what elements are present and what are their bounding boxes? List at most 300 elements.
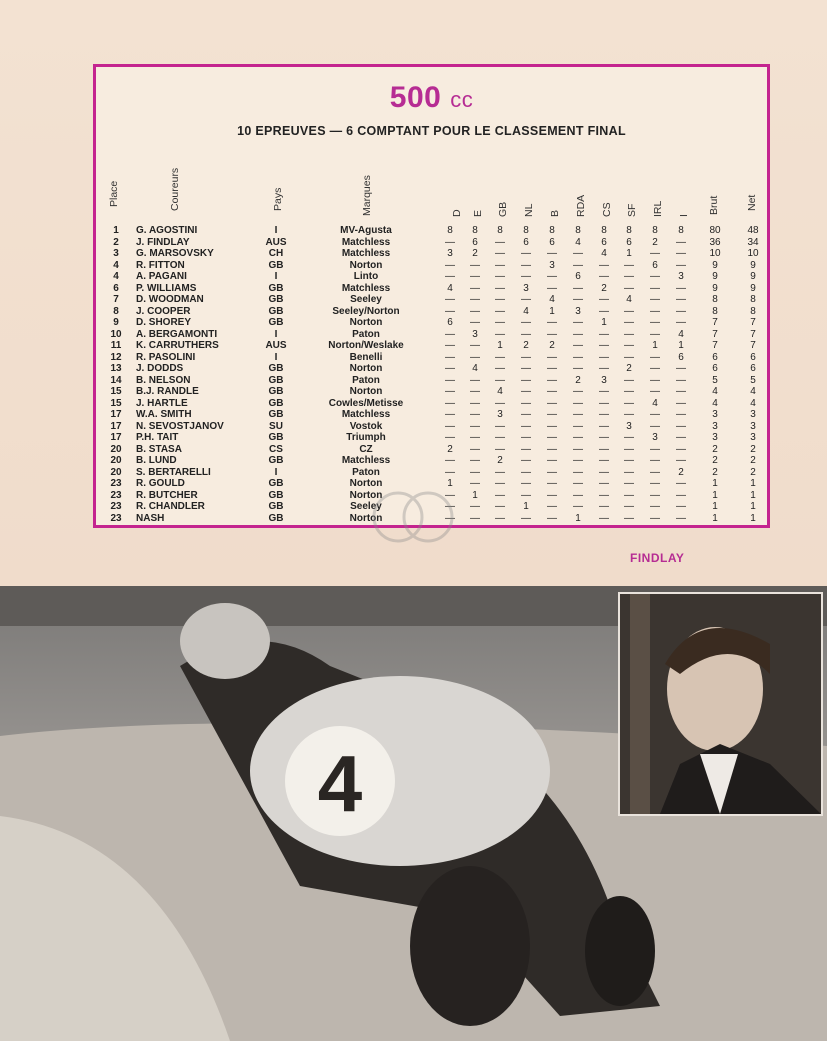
net-cell: 6 [750,351,756,363]
table-row [96,455,767,467]
score-cell: — [573,282,583,294]
score-cell: 6 [601,236,607,248]
net-cell: 7 [750,328,756,340]
country-cell: GB [268,386,284,397]
score-cell: — [650,271,660,282]
score-cell: — [470,351,480,363]
watermark-logo [368,487,458,547]
score-cell: — [599,259,609,271]
score-cell: — [650,363,660,374]
score-cell: — [547,282,557,294]
place-cell: 10 [110,328,122,340]
score-cell: — [445,466,455,478]
header-brut: Brut [708,195,720,215]
country-cell: GB [268,305,284,317]
score-cell: — [521,328,531,340]
header-event-rda: RDA [575,194,587,217]
score-cell: — [624,282,634,294]
make-cell: Norton/Weslake [328,340,404,351]
score-cell: — [470,443,480,455]
score-cell: — [470,466,480,478]
brut-cell: 2 [712,466,718,478]
score-cell: — [445,455,455,466]
score-cell: — [521,455,531,466]
rider-name-cell: J. HARTLE [136,397,188,409]
score-cell: — [495,351,505,363]
score-cell: — [495,363,505,374]
score-cell: — [445,432,455,443]
score-cell: — [599,455,609,466]
score-cell: — [495,317,505,328]
score-cell: 3 [549,259,555,271]
score-cell: 2 [678,466,684,478]
score-cell: — [573,397,583,409]
rider-name-cell: R. PASOLINI [136,351,196,363]
title-main: 500 [389,81,442,114]
score-cell: 8 [472,225,478,236]
table-row [96,260,767,272]
country-cell: GB [268,363,284,374]
score-cell: 1 [601,317,607,328]
score-cell: — [445,374,455,386]
brut-cell: 7 [712,317,718,328]
score-cell: — [470,294,480,305]
score-cell: — [676,374,686,386]
score-cell: — [521,443,531,455]
make-cell: Norton [349,512,383,524]
country-cell: I [274,328,278,340]
score-cell: — [547,248,557,259]
net-cell: 4 [750,397,756,409]
score-cell: — [599,409,609,420]
score-cell: — [599,432,609,443]
table-row [96,225,767,237]
make-cell: Matchless [341,282,391,294]
score-cell: — [495,328,505,340]
net-cell: 2 [750,443,756,455]
score-cell: 1 [447,478,453,489]
score-cell: — [573,259,583,271]
country-cell: GB [268,455,284,466]
header-net: Net [746,194,758,211]
net-cell: 1 [750,512,756,524]
rider-name-cell: W.A. SMITH [136,409,192,420]
score-cell: 4 [523,305,529,317]
score-cell: 2 [549,340,555,351]
place-cell: 12 [110,351,122,363]
make-cell: Norton [349,259,383,271]
score-cell: — [495,259,505,271]
score-cell: — [624,409,634,420]
make-cell: Matchless [341,455,391,466]
place-cell: 17 [110,432,122,443]
race-number: 4 [317,739,363,828]
country-cell: CS [269,443,283,455]
brut-cell: 5 [712,374,718,386]
score-cell: — [676,501,686,512]
score-cell: — [624,443,634,455]
rider-name-cell: R. BUTCHER [136,489,198,501]
score-cell: — [470,374,480,386]
make-cell: Triumph [346,432,386,443]
score-cell: — [650,317,660,328]
brut-cell: 6 [712,363,718,374]
place-cell: 20 [110,466,122,478]
score-cell: 2 [652,236,658,248]
score-cell: — [599,443,609,455]
place-cell: 14 [110,374,122,386]
score-cell: — [521,271,531,282]
score-cell: — [676,363,686,374]
brut-cell: 4 [712,397,718,409]
place-cell: 15 [110,397,122,409]
score-cell: 3 [678,271,684,282]
rider-name-cell: A. BERGAMONTI [136,328,218,340]
score-cell: — [599,351,609,363]
score-cell: — [495,271,505,282]
brut-cell: 1 [712,501,718,512]
header-marques: Marques [361,175,373,216]
table-row [96,329,767,341]
table-row [96,363,767,375]
score-cell: — [495,443,505,455]
score-cell: — [573,248,583,259]
table-row [96,398,767,410]
score-cell: — [650,374,660,386]
score-cell: — [624,386,634,397]
net-cell: 34 [747,236,759,248]
rider-name-cell: R. GOULD [136,478,185,489]
header-event-nl: NL [523,203,535,217]
score-cell: — [624,305,634,317]
make-cell: Matchless [341,236,391,248]
net-cell: 5 [750,374,756,386]
score-cell: 2 [497,455,503,466]
score-cell: — [676,305,686,317]
score-cell: — [599,501,609,512]
rider-name-cell: J. DODDS [136,363,184,374]
make-cell: Seeley [350,501,382,512]
score-cell: — [445,420,455,432]
brut-cell: 1 [712,512,718,524]
rider-name-cell: P. WILLIAMS [136,282,197,294]
score-cell: — [599,294,609,305]
brut-cell: 80 [709,225,721,236]
score-cell: — [624,351,634,363]
place-cell: 6 [113,282,119,294]
score-cell: — [650,478,660,489]
make-cell: Norton [349,478,383,489]
score-cell: — [624,328,634,340]
score-cell: 6 [652,259,658,271]
score-cell: — [599,328,609,340]
score-cell: — [573,363,583,374]
score-cell: 1 [523,501,529,512]
score-cell: 1 [549,305,555,317]
rider-name-cell: K. CARRUTHERS [136,340,219,351]
score-cell: — [495,294,505,305]
score-cell: — [445,409,455,420]
page-subtitle: 10 EPREUVES — 6 COMPTANT POUR LE CLASSEMENT FINAL [237,124,626,138]
score-cell: 8 [626,225,632,236]
score-cell: — [521,432,531,443]
rider-name-cell: G. AGOSTINI [136,225,198,236]
brut-cell: 9 [712,271,718,282]
score-cell: 1 [575,512,581,524]
score-cell: — [573,420,583,432]
score-cell: — [445,512,455,524]
score-cell: 2 [447,443,453,455]
score-cell: — [547,386,557,397]
score-cell: — [547,512,557,524]
score-cell: — [650,501,660,512]
net-cell: 3 [750,432,756,443]
score-cell: — [573,489,583,501]
score-cell: — [470,409,480,420]
score-cell: — [573,351,583,363]
score-cell: — [445,489,455,501]
score-cell: 1 [472,489,478,501]
country-cell: GB [268,432,284,443]
header-event-e: E [472,209,484,217]
photo-caption: FINDLAY [630,551,685,565]
score-cell: — [573,432,583,443]
make-cell: Norton [349,363,383,374]
score-cell: — [676,386,686,397]
score-cell: — [547,443,557,455]
score-cell: — [521,248,531,259]
score-cell: 8 [447,225,453,236]
score-cell: 2 [575,374,581,386]
score-cell: 6 [549,236,555,248]
score-cell: — [676,455,686,466]
score-cell: 2 [523,340,529,351]
score-cell: — [470,512,480,524]
country-cell: GB [268,397,284,409]
score-cell: — [521,420,531,432]
table-row [96,306,767,318]
score-cell: — [470,271,480,282]
score-cell: — [470,340,480,351]
brut-cell: 1 [712,478,718,489]
score-cell: — [624,489,634,501]
score-cell: — [599,397,609,409]
country-cell: CH [268,248,284,259]
score-cell: — [547,397,557,409]
title-unit: cc [450,87,474,112]
score-cell: — [676,432,686,443]
score-cell: — [521,397,531,409]
place-cell: 4 [113,271,119,282]
net-cell: 3 [750,409,756,420]
score-cell: — [521,294,531,305]
score-cell: — [573,478,583,489]
brut-cell: 10 [709,248,721,259]
country-cell: I [274,271,278,282]
score-cell: — [521,259,531,271]
score-cell: 8 [678,225,684,236]
score-cell: — [573,386,583,397]
score-cell: — [676,478,686,489]
make-cell: Seeley/Norton [332,305,400,317]
rider-name-cell: R. CHANDLER [136,501,205,512]
place-cell: 4 [113,259,119,271]
score-cell: — [547,271,557,282]
score-cell: — [624,374,634,386]
score-cell: — [624,271,634,282]
score-cell: — [470,386,480,397]
score-cell: — [495,432,505,443]
score-cell: — [650,294,660,305]
rider-name-cell: N. SEVOSTJANOV [136,420,224,432]
score-cell: — [495,236,505,248]
score-cell: — [650,282,660,294]
rider-name-cell: B.J. RANDLE [136,386,199,397]
score-cell: — [495,374,505,386]
place-cell: 15 [110,386,122,397]
score-cell: — [676,317,686,328]
score-cell: 4 [497,386,503,397]
score-cell: — [547,328,557,340]
country-cell: GB [268,294,284,305]
place-cell: 23 [110,501,122,512]
score-cell: 3 [497,409,503,420]
score-cell: — [547,351,557,363]
page-title [96,81,767,115]
score-cell: — [676,420,686,432]
make-cell: Cowles/Metisse [328,397,404,409]
net-cell: 9 [750,282,756,294]
score-cell: — [624,317,634,328]
score-cell: — [676,248,686,259]
net-cell: 8 [750,294,756,305]
net-cell: 2 [750,455,756,466]
score-cell: — [676,397,686,409]
score-cell: — [495,282,505,294]
score-cell: — [495,420,505,432]
table-row [96,248,767,260]
table-row [96,432,767,444]
score-cell: — [624,501,634,512]
place-cell: 9 [113,317,119,328]
score-cell: — [470,397,480,409]
score-cell: 3 [447,248,453,259]
place-cell: 17 [110,409,122,420]
make-cell: Benelli [349,351,383,363]
score-cell: — [521,409,531,420]
score-cell: — [573,328,583,340]
score-cell: — [547,409,557,420]
score-cell: — [445,363,455,374]
score-cell: — [650,305,660,317]
net-cell: 10 [747,248,759,259]
score-cell: — [650,466,660,478]
score-cell: 2 [601,282,607,294]
score-cell: — [547,501,557,512]
score-cell: — [676,512,686,524]
score-cell: — [495,305,505,317]
score-cell: — [521,363,531,374]
score-cell: 3 [626,420,632,432]
score-cell: — [573,443,583,455]
rider-name-cell: P.H. TAIT [136,432,179,443]
make-cell: Linto [353,271,379,282]
make-cell: Norton [349,317,383,328]
score-cell: 3 [472,328,478,340]
make-cell: Norton [349,489,383,501]
table-row [96,467,767,479]
score-cell: 3 [652,432,658,443]
country-cell: GB [268,374,284,386]
brut-cell: 9 [712,282,718,294]
score-cell: 8 [497,225,503,236]
score-cell: — [495,248,505,259]
brut-cell: 8 [712,294,718,305]
header-event-sf: SF [626,203,638,217]
rider-name-cell: G. MARSOVSKY [136,248,214,259]
make-cell: Paton [352,374,380,386]
score-cell: — [521,466,531,478]
country-cell: I [274,351,278,363]
portrait-photo [618,592,823,816]
score-cell: — [547,432,557,443]
table-row [96,340,767,352]
score-cell: — [599,340,609,351]
score-cell: — [650,443,660,455]
score-cell: — [445,305,455,317]
table-row [96,237,767,249]
score-cell: — [521,374,531,386]
header-place: Place [108,180,120,207]
net-cell: 1 [750,478,756,489]
country-cell: GB [268,501,284,512]
score-cell: — [573,501,583,512]
score-cell: — [521,351,531,363]
net-cell: 2 [750,466,756,478]
net-cell: 7 [750,317,756,328]
score-cell: — [650,351,660,363]
country-cell: GB [268,512,284,524]
table-row [96,283,767,295]
score-cell: — [470,305,480,317]
make-cell: Paton [352,328,380,340]
net-cell: 6 [750,363,756,374]
score-cell: — [599,489,609,501]
score-cell: — [445,351,455,363]
score-cell: — [650,455,660,466]
score-cell: — [470,455,480,466]
place-cell: 23 [110,489,122,501]
header-event-i: I [678,214,690,217]
rider-name-cell: B. STASA [136,443,182,455]
score-cell: — [470,478,480,489]
country-cell: GB [268,489,284,501]
brut-cell: 7 [712,340,718,351]
score-cell: 3 [601,374,607,386]
score-cell: — [445,294,455,305]
net-cell: 1 [750,489,756,501]
place-cell: 23 [110,512,122,524]
score-cell: — [676,282,686,294]
make-cell: Vostok [349,420,383,432]
score-cell: — [676,236,686,248]
rider-name-cell: B. NELSON [136,374,191,386]
score-cell: — [547,489,557,501]
table-row [96,444,767,456]
brut-cell: 4 [712,386,718,397]
score-cell: — [599,271,609,282]
score-cell: — [676,409,686,420]
